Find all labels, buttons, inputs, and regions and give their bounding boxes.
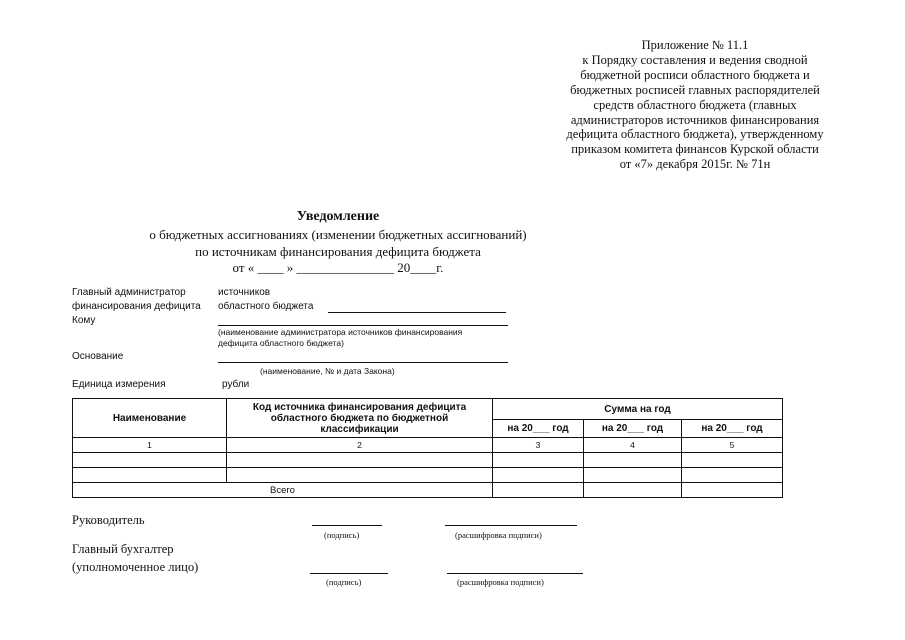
table-cell[interactable]: [584, 468, 682, 483]
unit-label: Единица измерения: [72, 379, 166, 390]
appendix-line: от «7» декабря 2015г. № 71н: [619, 157, 771, 172]
appendix-line: дефицита областного бюджета), утвержденному: [566, 127, 824, 142]
table-cell[interactable]: [227, 453, 493, 468]
date-line: от « ____ » _______________ 20____г.: [232, 260, 444, 275]
head-decode-caption: (расшифровка подписи): [455, 530, 542, 540]
total-label: Всего: [73, 483, 493, 498]
col-number: 3: [493, 438, 584, 453]
header-code: Код источника финансирования дефицита областного бюджета по бюджетной классификации: [227, 399, 493, 438]
admin-caption-2: дефицита областного бюджета): [218, 338, 344, 348]
table-row: [73, 468, 783, 483]
unit-value: рубли: [222, 379, 250, 390]
appendix-line: бюджетных росписей главных распорядителей: [570, 82, 820, 97]
to-input-line[interactable]: [218, 325, 508, 326]
col-number: 4: [584, 438, 682, 453]
accountant-sign-caption: (подпись): [326, 577, 362, 587]
accountant-label-2: (уполномоченное лицо): [72, 560, 199, 574]
appendix-line: приказом комитета финансов Курской области: [571, 142, 819, 157]
total-row: [73, 483, 783, 498]
table-cell[interactable]: [682, 468, 783, 483]
table-cell[interactable]: [73, 468, 227, 483]
total-cell[interactable]: [682, 483, 783, 498]
appendix-line: средств областного бюджета (главных: [593, 97, 797, 112]
total-cell[interactable]: [584, 483, 682, 498]
table-cell[interactable]: [227, 468, 493, 483]
head-label: Руководитель: [72, 513, 145, 527]
table-cell[interactable]: [682, 453, 783, 468]
appendix-line: к Порядку составления и ведения сводной: [582, 52, 808, 67]
admin-input-line[interactable]: [328, 312, 506, 313]
total-cell[interactable]: [493, 483, 584, 498]
budget-table: [72, 398, 783, 498]
header-year-3: на 20___ год: [682, 420, 783, 438]
head-decode-line[interactable]: [445, 525, 577, 526]
document-title: Уведомление: [296, 209, 380, 224]
admin-label-1: Главный администратор: [72, 287, 186, 298]
col-number: 2: [227, 438, 493, 453]
table-row: [73, 453, 783, 468]
head-sign-caption: (подпись): [324, 530, 360, 540]
appendix-line: Приложение № 11.1: [641, 38, 749, 52]
header-sum: Сумма на год: [493, 399, 783, 420]
subtitle-line-1: о бюджетных ассигнованиях (изменении бюджетных ассигнований): [149, 227, 527, 242]
to-label: Кому: [72, 315, 96, 326]
basis-input-line[interactable]: [218, 362, 508, 363]
basis-caption: (наименование, № и дата Закона): [260, 366, 395, 376]
table-cell[interactable]: [493, 468, 584, 483]
accountant-decode-line[interactable]: [447, 573, 583, 574]
table-cell[interactable]: [73, 453, 227, 468]
accountant-sign-line[interactable]: [310, 573, 388, 574]
subtitle-line-2: по источникам финансирования дефицита бюджета: [195, 244, 481, 259]
accountant-decode-caption: (расшифровка подписи): [457, 577, 544, 587]
appendix-block: [540, 38, 850, 172]
header-year-2: на 20___ год: [584, 420, 682, 438]
col-number: 5: [682, 438, 783, 453]
accountant-label-1: Главный бухгалтер: [72, 542, 174, 556]
admin-caption-1: (наименование администратора источников финансирования: [218, 327, 463, 337]
appendix-line: администраторов источников финансирования: [570, 112, 820, 127]
header-year-1: на 20___ год: [493, 420, 584, 438]
basis-label: Основание: [72, 351, 124, 362]
appendix-line: бюджетной росписи областного бюджета и: [580, 67, 810, 82]
number-row: [73, 438, 783, 453]
admin-label-2: финансирования дефицита: [72, 301, 201, 312]
col-number: 1: [73, 438, 227, 453]
head-sign-line[interactable]: [312, 525, 382, 526]
table-cell[interactable]: [584, 453, 682, 468]
admin-label-1b: источников: [218, 287, 271, 298]
header-name: Наименование: [73, 399, 227, 438]
admin-label-2b: областного бюджета: [218, 301, 314, 312]
table-cell[interactable]: [493, 453, 584, 468]
